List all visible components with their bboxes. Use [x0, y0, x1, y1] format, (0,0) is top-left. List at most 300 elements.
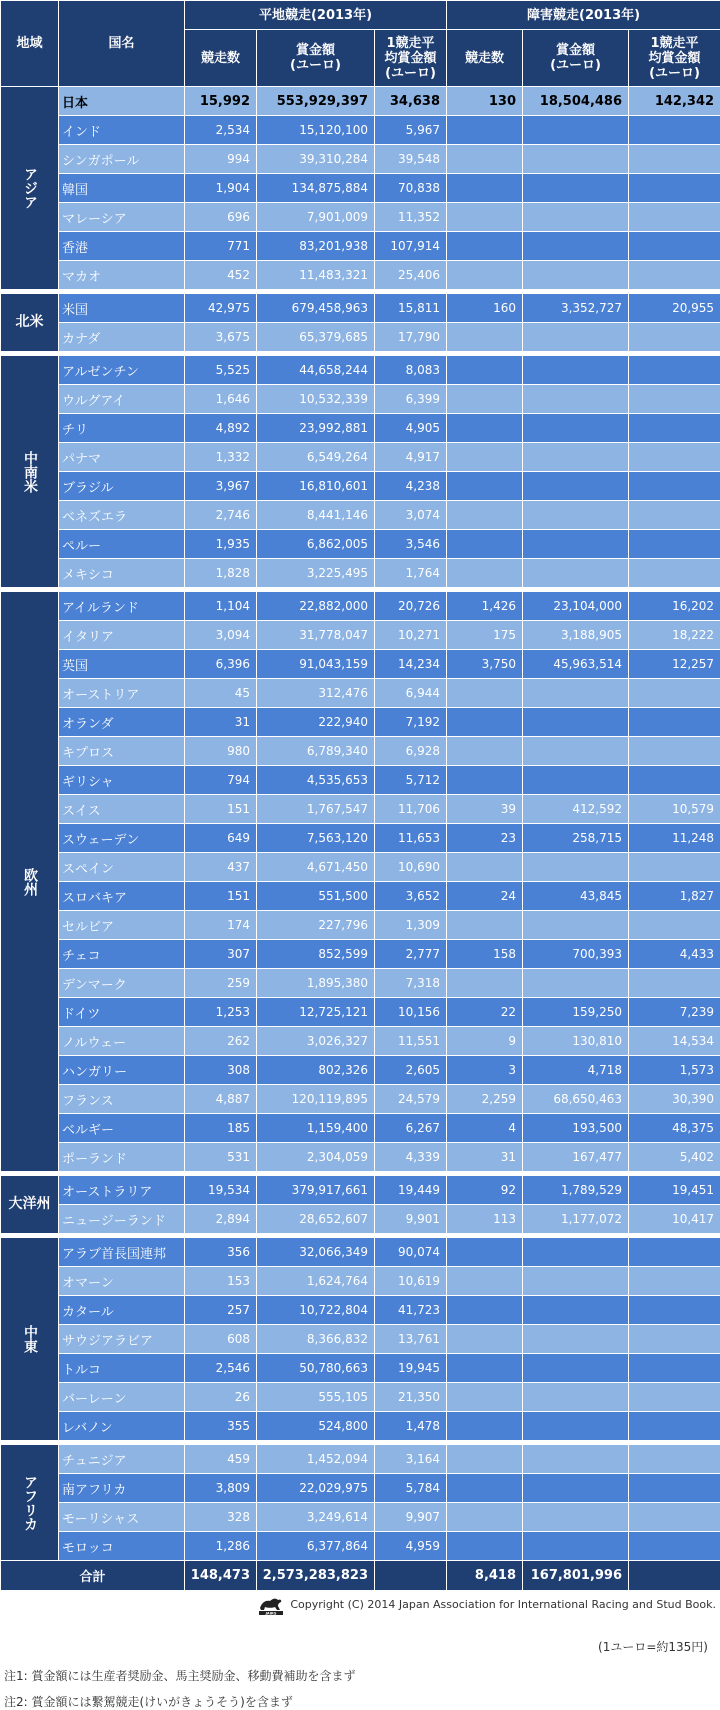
jump-value-cell — [447, 737, 523, 766]
table-row — [1, 1056, 720, 1085]
flat-value-cell: 5,967 — [375, 116, 447, 145]
jump-value-cell — [447, 1354, 523, 1383]
jump-value-cell — [523, 766, 629, 795]
jump-value-cell: 700,393 — [523, 940, 629, 969]
country-cell: ウルグアイ — [59, 385, 185, 414]
flat-value-cell: 4,238 — [375, 472, 447, 501]
flat-value-cell: 10,532,339 — [257, 385, 375, 414]
flat-value-cell: 3,675 — [185, 323, 257, 352]
country-cell: ベネズエラ — [59, 501, 185, 530]
table-row — [1, 1383, 720, 1412]
flat-value-cell: 379,917,661 — [257, 1176, 375, 1205]
flat-value-cell: 32,066,349 — [257, 1238, 375, 1267]
jump-value-cell — [629, 232, 720, 261]
flat-value-cell: 15,992 — [185, 87, 257, 116]
flat-value-cell: 1,332 — [185, 443, 257, 472]
jump-value-cell: 18,504,486 — [523, 87, 629, 116]
jump-value-cell — [523, 232, 629, 261]
jump-value-cell — [447, 969, 523, 998]
flat-value-cell: 1,478 — [375, 1412, 447, 1441]
table-row — [1, 116, 720, 145]
flat-value-cell: 14,234 — [375, 650, 447, 679]
flat-value-cell: 7,192 — [375, 708, 447, 737]
header-flat-racing: 平地競走(2013年) — [185, 1, 447, 30]
table-row — [1, 1267, 720, 1296]
table-row — [1, 1474, 720, 1503]
jump-value-cell: 1,573 — [629, 1056, 720, 1085]
flat-value-cell: 39,548 — [375, 145, 447, 174]
jump-value-cell: 92 — [447, 1176, 523, 1205]
table-row — [1, 443, 720, 472]
table-row — [1, 414, 720, 443]
country-cell: スウェーデン — [59, 824, 185, 853]
jump-value-cell: 412,592 — [523, 795, 629, 824]
jump-value-cell: 48,375 — [629, 1114, 720, 1143]
jump-value-cell — [629, 1383, 720, 1412]
jump-value-cell: 7,239 — [629, 998, 720, 1027]
flat-value-cell: 1,624,764 — [257, 1267, 375, 1296]
table-row — [1, 323, 720, 352]
country-cell: トルコ — [59, 1354, 185, 1383]
jump-value-cell — [523, 1354, 629, 1383]
flat-value-cell: 19,534 — [185, 1176, 257, 1205]
jairs-horse-logo-icon — [256, 1594, 286, 1616]
flat-value-cell: 531 — [185, 1143, 257, 1172]
jump-value-cell — [629, 1445, 720, 1474]
flat-value-cell: 19,945 — [375, 1354, 447, 1383]
flat-value-cell: 6,267 — [375, 1114, 447, 1143]
jump-value-cell: 18,222 — [629, 621, 720, 650]
jump-value-cell: 130 — [447, 87, 523, 116]
flat-value-cell: 10,156 — [375, 998, 447, 1027]
country-cell: カタール — [59, 1296, 185, 1325]
jump-value-cell: 45,963,514 — [523, 650, 629, 679]
jump-value-cell — [447, 323, 523, 352]
jump-value-cell: 22 — [447, 998, 523, 1027]
country-cell: ギリシャ — [59, 766, 185, 795]
flat-value-cell: 10,619 — [375, 1267, 447, 1296]
jump-value-cell — [523, 1503, 629, 1532]
jump-value-cell — [629, 708, 720, 737]
jump-value-cell — [523, 414, 629, 443]
jump-value-cell: 3,750 — [447, 650, 523, 679]
note-1: 注1: 賞金額には生産者奨励金、馬主奨励金、移動費補助を含まず — [4, 1669, 356, 1683]
table-row — [1, 911, 720, 940]
flat-value-cell: 257 — [185, 1296, 257, 1325]
table-row — [1, 679, 720, 708]
jump-value-cell — [523, 853, 629, 882]
jump-value-cell: 167,477 — [523, 1143, 629, 1172]
flat-value-cell: 608 — [185, 1325, 257, 1354]
flat-value-cell: 107,914 — [375, 232, 447, 261]
flat-value-cell: 4,905 — [375, 414, 447, 443]
jump-value-cell: 159,250 — [523, 998, 629, 1027]
country-cell: スイス — [59, 795, 185, 824]
flat-value-cell: 26 — [185, 1383, 257, 1412]
country-cell: 米国 — [59, 294, 185, 323]
flat-value-cell: 39,310,284 — [257, 145, 375, 174]
country-cell: ニュージーランド — [59, 1205, 185, 1234]
flat-value-cell: 134,875,884 — [257, 174, 375, 203]
country-cell: ポーランド — [59, 1143, 185, 1172]
flat-value-cell: 1,253 — [185, 998, 257, 1027]
country-cell: キプロス — [59, 737, 185, 766]
country-cell: パナマ — [59, 443, 185, 472]
flat-value-cell: 6,396 — [185, 650, 257, 679]
country-cell: オーストラリア — [59, 1176, 185, 1205]
flat-value-cell: 11,483,321 — [257, 261, 375, 290]
jump-value-cell — [629, 385, 720, 414]
country-cell: オーストリア — [59, 679, 185, 708]
country-cell: 日本 — [59, 87, 185, 116]
flat-value-cell: 3,546 — [375, 530, 447, 559]
header-flat-prize: 賞金額 (ユーロ) — [257, 30, 375, 87]
country-cell: アルゼンチン — [59, 356, 185, 385]
country-cell: サウジアラビア — [59, 1325, 185, 1354]
jump-value-cell: 142,342 — [629, 87, 720, 116]
jump-value-cell — [447, 116, 523, 145]
jump-value-cell — [629, 1532, 720, 1561]
jump-value-cell — [447, 261, 523, 290]
flat-value-cell: 6,399 — [375, 385, 447, 414]
table-row — [1, 1354, 720, 1383]
flat-value-cell: 23,992,881 — [257, 414, 375, 443]
table-row — [1, 1296, 720, 1325]
jump-value-cell — [523, 679, 629, 708]
region-cell: アフリカ — [1, 1445, 59, 1561]
flat-value-cell: 4,671,450 — [257, 853, 375, 882]
flat-value-cell: 6,928 — [375, 737, 447, 766]
flat-value-cell: 4,959 — [375, 1532, 447, 1561]
svg-text:JAIRS: JAIRS — [265, 1611, 277, 1616]
jump-value-cell — [629, 443, 720, 472]
flat-value-cell: 12,725,121 — [257, 998, 375, 1027]
jump-value-cell — [629, 323, 720, 352]
flat-value-cell: 50,780,663 — [257, 1354, 375, 1383]
flat-value-cell: 5,712 — [375, 766, 447, 795]
flat-value-cell: 452 — [185, 261, 257, 290]
region-cell: 中南米 — [1, 356, 59, 588]
jump-value-cell — [447, 385, 523, 414]
flat-value-cell: 120,119,895 — [257, 1085, 375, 1114]
country-cell: モーリシャス — [59, 1503, 185, 1532]
country-cell: セルビア — [59, 911, 185, 940]
flat-value-cell: 45 — [185, 679, 257, 708]
flat-value-cell: 1,286 — [185, 1532, 257, 1561]
jump-value-cell — [629, 472, 720, 501]
total-jump-value: 167,801,996 — [523, 1561, 629, 1591]
country-cell: フランス — [59, 1085, 185, 1114]
flat-value-cell: 308 — [185, 1056, 257, 1085]
flat-value-cell: 1,895,380 — [257, 969, 375, 998]
jump-value-cell — [629, 116, 720, 145]
country-cell: マレーシア — [59, 203, 185, 232]
flat-value-cell: 15,120,100 — [257, 116, 375, 145]
jump-value-cell: 2,259 — [447, 1085, 523, 1114]
jump-value-cell: 3,188,905 — [523, 621, 629, 650]
country-cell: 韓国 — [59, 174, 185, 203]
flat-value-cell: 1,309 — [375, 911, 447, 940]
jump-value-cell — [523, 323, 629, 352]
table-row — [1, 795, 720, 824]
jump-value-cell — [629, 911, 720, 940]
flat-value-cell: 4,917 — [375, 443, 447, 472]
jump-value-cell — [447, 1325, 523, 1354]
jump-value-cell: 19,451 — [629, 1176, 720, 1205]
table-row — [1, 203, 720, 232]
jump-value-cell — [629, 174, 720, 203]
flat-value-cell: 31,778,047 — [257, 621, 375, 650]
header-jump-avg: 1競走平 均賞金額 (ユーロ) — [629, 30, 720, 87]
country-cell: チェコ — [59, 940, 185, 969]
table-row — [1, 261, 720, 290]
jump-value-cell — [629, 737, 720, 766]
country-cell: ドイツ — [59, 998, 185, 1027]
flat-value-cell: 259 — [185, 969, 257, 998]
flat-value-cell: 802,326 — [257, 1056, 375, 1085]
table-row — [1, 824, 720, 853]
jump-value-cell: 30,390 — [629, 1085, 720, 1114]
table-row — [1, 882, 720, 911]
jump-value-cell — [629, 766, 720, 795]
flat-value-cell: 1,828 — [185, 559, 257, 588]
flat-value-cell: 2,534 — [185, 116, 257, 145]
table-row — [1, 737, 720, 766]
flat-value-cell: 10,690 — [375, 853, 447, 882]
flat-value-cell: 17,790 — [375, 323, 447, 352]
jump-value-cell — [447, 443, 523, 472]
flat-value-cell: 3,164 — [375, 1445, 447, 1474]
table-row — [1, 853, 720, 882]
flat-value-cell: 7,563,120 — [257, 824, 375, 853]
flat-value-cell: 1,159,400 — [257, 1114, 375, 1143]
jump-value-cell — [447, 911, 523, 940]
jump-value-cell — [447, 708, 523, 737]
flat-value-cell: 28,652,607 — [257, 1205, 375, 1234]
country-cell: スロバキア — [59, 882, 185, 911]
flat-value-cell: 15,811 — [375, 294, 447, 323]
jump-value-cell — [447, 1296, 523, 1325]
jump-value-cell — [447, 1383, 523, 1412]
flat-value-cell: 42,975 — [185, 294, 257, 323]
flat-value-cell: 312,476 — [257, 679, 375, 708]
jump-value-cell: 4,433 — [629, 940, 720, 969]
jump-value-cell: 16,202 — [629, 592, 720, 621]
flat-value-cell: 4,339 — [375, 1143, 447, 1172]
flat-value-cell: 1,452,094 — [257, 1445, 375, 1474]
table-row — [1, 174, 720, 203]
jump-value-cell: 4,718 — [523, 1056, 629, 1085]
flat-value-cell: 8,083 — [375, 356, 447, 385]
table-row — [1, 232, 720, 261]
region-cell: アジア — [1, 87, 59, 290]
country-cell: インド — [59, 116, 185, 145]
jump-value-cell — [523, 472, 629, 501]
country-cell: ハンガリー — [59, 1056, 185, 1085]
flat-value-cell: 1,935 — [185, 530, 257, 559]
jump-value-cell — [629, 1238, 720, 1267]
flat-value-cell: 151 — [185, 882, 257, 911]
jump-value-cell — [523, 911, 629, 940]
jump-value-cell: 10,417 — [629, 1205, 720, 1234]
jump-value-cell — [447, 1503, 523, 1532]
jump-value-cell — [629, 1474, 720, 1503]
jump-value-cell — [629, 1503, 720, 1532]
jump-value-cell: 23 — [447, 824, 523, 853]
flat-value-cell: 153 — [185, 1267, 257, 1296]
table-row — [1, 708, 720, 737]
jump-value-cell — [523, 559, 629, 588]
jump-value-cell: 130,810 — [523, 1027, 629, 1056]
table-header — [1, 1, 720, 87]
flat-value-cell: 22,882,000 — [257, 592, 375, 621]
jump-value-cell — [447, 356, 523, 385]
jump-value-cell — [523, 385, 629, 414]
table-row — [1, 1412, 720, 1441]
jump-value-cell: 24 — [447, 882, 523, 911]
jump-value-cell — [629, 1412, 720, 1441]
jump-value-cell — [523, 1445, 629, 1474]
table-row — [1, 87, 720, 116]
jump-value-cell — [629, 414, 720, 443]
flat-value-cell: 3,074 — [375, 501, 447, 530]
jump-value-cell — [447, 174, 523, 203]
flat-value-cell: 5,525 — [185, 356, 257, 385]
flat-value-cell: 9,907 — [375, 1503, 447, 1532]
country-cell: カナダ — [59, 323, 185, 352]
header-jump-prize: 賞金額 (ユーロ) — [523, 30, 629, 87]
flat-value-cell: 11,706 — [375, 795, 447, 824]
flat-value-cell: 151 — [185, 795, 257, 824]
header-region: 地域 — [1, 1, 59, 87]
jump-value-cell — [447, 414, 523, 443]
table-body — [1, 87, 720, 1591]
jump-value-cell — [629, 969, 720, 998]
flat-value-cell: 328 — [185, 1503, 257, 1532]
flat-value-cell: 994 — [185, 145, 257, 174]
jump-value-cell — [523, 1296, 629, 1325]
jump-value-cell — [447, 530, 523, 559]
jump-value-cell — [447, 766, 523, 795]
flat-value-cell: 6,944 — [375, 679, 447, 708]
jump-value-cell — [629, 1267, 720, 1296]
jump-value-cell — [447, 853, 523, 882]
flat-value-cell: 771 — [185, 232, 257, 261]
flat-value-cell: 5,784 — [375, 1474, 447, 1503]
jump-value-cell — [523, 145, 629, 174]
flat-value-cell: 555,105 — [257, 1383, 375, 1412]
flat-value-cell: 1,104 — [185, 592, 257, 621]
flat-value-cell: 22,029,975 — [257, 1474, 375, 1503]
jump-value-cell — [447, 1267, 523, 1296]
jump-value-cell — [629, 853, 720, 882]
country-cell: ノルウェー — [59, 1027, 185, 1056]
table-row — [1, 501, 720, 530]
flat-value-cell: 19,449 — [375, 1176, 447, 1205]
total-flat-value: 148,473 — [185, 1561, 257, 1591]
flat-value-cell: 794 — [185, 766, 257, 795]
flat-value-cell: 852,599 — [257, 940, 375, 969]
table-row — [1, 1532, 720, 1561]
flat-value-cell: 3,225,495 — [257, 559, 375, 588]
header-country: 国名 — [59, 1, 185, 87]
jump-value-cell: 160 — [447, 294, 523, 323]
jump-value-cell — [447, 145, 523, 174]
jump-value-cell — [629, 1354, 720, 1383]
flat-value-cell: 91,043,159 — [257, 650, 375, 679]
flat-value-cell: 2,546 — [185, 1354, 257, 1383]
table-row — [1, 385, 720, 414]
country-cell: ベルギー — [59, 1114, 185, 1143]
flat-value-cell: 6,862,005 — [257, 530, 375, 559]
jump-value-cell — [447, 1445, 523, 1474]
table-row — [1, 766, 720, 795]
header-jump-races: 競走数 — [447, 30, 523, 87]
table-row — [1, 1027, 720, 1056]
table-row — [1, 650, 720, 679]
jump-value-cell — [629, 1296, 720, 1325]
flat-value-cell: 41,723 — [375, 1296, 447, 1325]
jump-value-cell — [629, 530, 720, 559]
flat-value-cell: 227,796 — [257, 911, 375, 940]
jump-value-cell — [523, 530, 629, 559]
jump-value-cell — [523, 1412, 629, 1441]
jump-value-cell: 11,248 — [629, 824, 720, 853]
flat-value-cell: 2,746 — [185, 501, 257, 530]
flat-value-cell: 1,646 — [185, 385, 257, 414]
table-row — [1, 145, 720, 174]
jump-value-cell — [447, 1238, 523, 1267]
flat-value-cell: 185 — [185, 1114, 257, 1143]
jump-value-cell: 43,845 — [523, 882, 629, 911]
flat-value-cell: 7,318 — [375, 969, 447, 998]
table-row — [1, 1114, 720, 1143]
table-row — [1, 472, 720, 501]
table-row — [1, 1503, 720, 1532]
table-row — [1, 1176, 720, 1205]
jump-value-cell — [523, 1532, 629, 1561]
copyright-line — [0, 1594, 716, 1616]
jump-value-cell: 23,104,000 — [523, 592, 629, 621]
jump-value-cell — [523, 1238, 629, 1267]
flat-value-cell: 262 — [185, 1027, 257, 1056]
table-row — [1, 356, 720, 385]
flat-value-cell: 13,761 — [375, 1325, 447, 1354]
flat-value-cell: 10,722,804 — [257, 1296, 375, 1325]
flat-value-cell: 11,653 — [375, 824, 447, 853]
flat-value-cell: 1,767,547 — [257, 795, 375, 824]
table-row — [1, 1143, 720, 1172]
flat-value-cell: 3,809 — [185, 1474, 257, 1503]
jump-value-cell — [447, 501, 523, 530]
country-cell: 香港 — [59, 232, 185, 261]
flat-value-cell: 3,094 — [185, 621, 257, 650]
jump-value-cell — [447, 1474, 523, 1503]
jump-value-cell — [447, 472, 523, 501]
flat-value-cell: 83,201,938 — [257, 232, 375, 261]
jump-value-cell: 9 — [447, 1027, 523, 1056]
jump-value-cell — [629, 1325, 720, 1354]
jump-value-cell: 3 — [447, 1056, 523, 1085]
jump-value-cell: 12,257 — [629, 650, 720, 679]
flat-value-cell: 355 — [185, 1412, 257, 1441]
jump-value-cell: 5,402 — [629, 1143, 720, 1172]
jump-value-cell — [523, 116, 629, 145]
jump-value-cell: 1,827 — [629, 882, 720, 911]
flat-value-cell: 9,901 — [375, 1205, 447, 1234]
jump-value-cell — [523, 1267, 629, 1296]
flat-value-cell: 356 — [185, 1238, 257, 1267]
